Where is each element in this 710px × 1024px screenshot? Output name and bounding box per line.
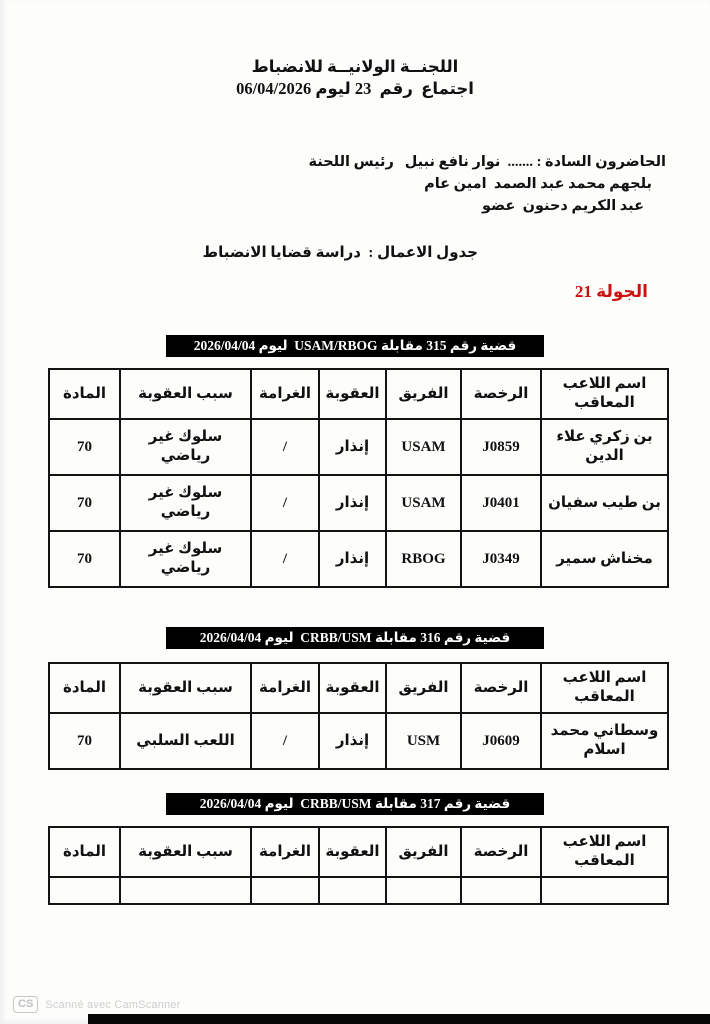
cell-team: USAM <box>386 475 461 531</box>
col-header-penalty-reason: سبب العقوبة <box>120 663 251 713</box>
cell-penalty: إنذار <box>319 475 386 531</box>
col-header-article: المادة <box>49 369 120 419</box>
case-315-banner: قضية رقم 315 مقابلة USAM/RBOG ليوم 2026/04/04 <box>166 335 544 357</box>
col-header-license: الرخصة <box>461 827 541 877</box>
cell-license <box>461 877 541 904</box>
cell-team: USM <box>386 713 461 769</box>
attendee-line-member: عبد الكريم دحنون عضو <box>482 198 644 214</box>
table-row <box>49 713 668 769</box>
table-header-row <box>49 663 668 713</box>
cell-penalty: إنذار <box>319 531 386 587</box>
attendees-block <box>309 151 667 217</box>
cell-article: 70 <box>49 475 120 531</box>
case-316-table <box>48 662 669 770</box>
cell-penalty: إنذار <box>319 419 386 475</box>
scan-edge-black-strip <box>88 1014 710 1024</box>
col-header-license: الرخصة <box>461 663 541 713</box>
col-header-penalty: العقوبة <box>319 663 386 713</box>
cell-player-name <box>541 877 668 904</box>
case-317-banner: قضية رقم 317 مقابلة CRBB/USM ليوم 2026/04/04 <box>166 793 544 815</box>
case-316-banner: قضية رقم 316 مقابلة CRBB/USM ليوم 2026/04/04 <box>166 627 544 649</box>
col-header-fine: الغرامة <box>251 663 319 713</box>
cell-team: RBOG <box>386 531 461 587</box>
document-header <box>0 56 710 100</box>
cell-team <box>386 877 461 904</box>
col-header-article: المادة <box>49 827 120 877</box>
cell-penalty-reason <box>120 877 251 904</box>
col-header-penalty-reason: سبب العقوبة <box>120 827 251 877</box>
col-header-penalty: العقوبة <box>319 369 386 419</box>
col-header-player-name: اسم اللاعب المعاقب <box>541 369 668 419</box>
scanner-watermark-text: Scanné avec CamScanner <box>45 998 181 1011</box>
col-header-penalty: العقوبة <box>319 827 386 877</box>
col-header-fine: الغرامة <box>251 369 319 419</box>
table-row-empty <box>49 877 668 904</box>
cell-license: J0609 <box>461 713 541 769</box>
round-label: الجولة 21 <box>574 282 648 301</box>
cell-penalty-reason: اللعب السلبي <box>120 713 251 769</box>
cell-penalty <box>319 877 386 904</box>
agenda-line: جدول الاعمال : دراسة قضايا الانضباط <box>202 245 478 261</box>
col-header-article: المادة <box>49 663 120 713</box>
cell-player-name: مخناش سمير <box>541 531 668 587</box>
table-row <box>49 531 668 587</box>
cell-fine: / <box>251 419 319 475</box>
attendee-line-chairman: الحاضرون السادة : ....... نوار نافع نبيل رئيس اللحنة <box>308 154 666 170</box>
col-header-team: الفريق <box>386 369 461 419</box>
table-row <box>49 419 668 475</box>
col-header-fine: الغرامة <box>251 827 319 877</box>
cell-article: 70 <box>49 713 120 769</box>
cell-license: J0349 <box>461 531 541 587</box>
cell-fine <box>251 877 319 904</box>
case-315-table <box>48 368 669 588</box>
cell-license: J0401 <box>461 475 541 531</box>
cell-player-name: وسطاني محمد اسلام <box>541 713 668 769</box>
col-header-player-name: اسم اللاعب المعاقب <box>541 663 668 713</box>
cell-fine: / <box>251 475 319 531</box>
cell-team: USAM <box>386 419 461 475</box>
cell-penalty-reason: سلوك غير رياضي <box>120 419 251 475</box>
cell-penalty: إنذار <box>319 713 386 769</box>
case-317-table <box>48 826 669 905</box>
attendee-line-secretary: بلجهم محمد عبد الصمد امين عام <box>424 176 652 192</box>
committee-title: اللجنــة الولانيــة للانضباط <box>251 57 459 76</box>
col-header-license: الرخصة <box>461 369 541 419</box>
col-header-player-name: اسم اللاعب المعاقب <box>541 827 668 877</box>
cell-player-name: بن زكري علاء الدين <box>541 419 668 475</box>
meeting-number-line: اجتماع رقم 23 ليوم 06/04/2026 <box>236 79 474 98</box>
cell-license: J0859 <box>461 419 541 475</box>
col-header-team: الفريق <box>386 827 461 877</box>
cell-penalty-reason: سلوك غير رياضي <box>120 475 251 531</box>
cell-article: 70 <box>49 531 120 587</box>
col-header-team: الفريق <box>386 663 461 713</box>
cell-article: 70 <box>49 419 120 475</box>
table-header-row <box>49 369 668 419</box>
table-row <box>49 475 668 531</box>
scanner-watermark <box>13 996 181 1013</box>
col-header-penalty-reason: سبب العقوبة <box>120 369 251 419</box>
cell-player-name: بن طيب سفيان <box>541 475 668 531</box>
cell-article <box>49 877 120 904</box>
table-header-row <box>49 827 668 877</box>
cell-fine: / <box>251 531 319 587</box>
cell-penalty-reason: سلوك غير رياضي <box>120 531 251 587</box>
camscanner-logo-icon: CS <box>13 996 38 1013</box>
cell-fine: / <box>251 713 319 769</box>
